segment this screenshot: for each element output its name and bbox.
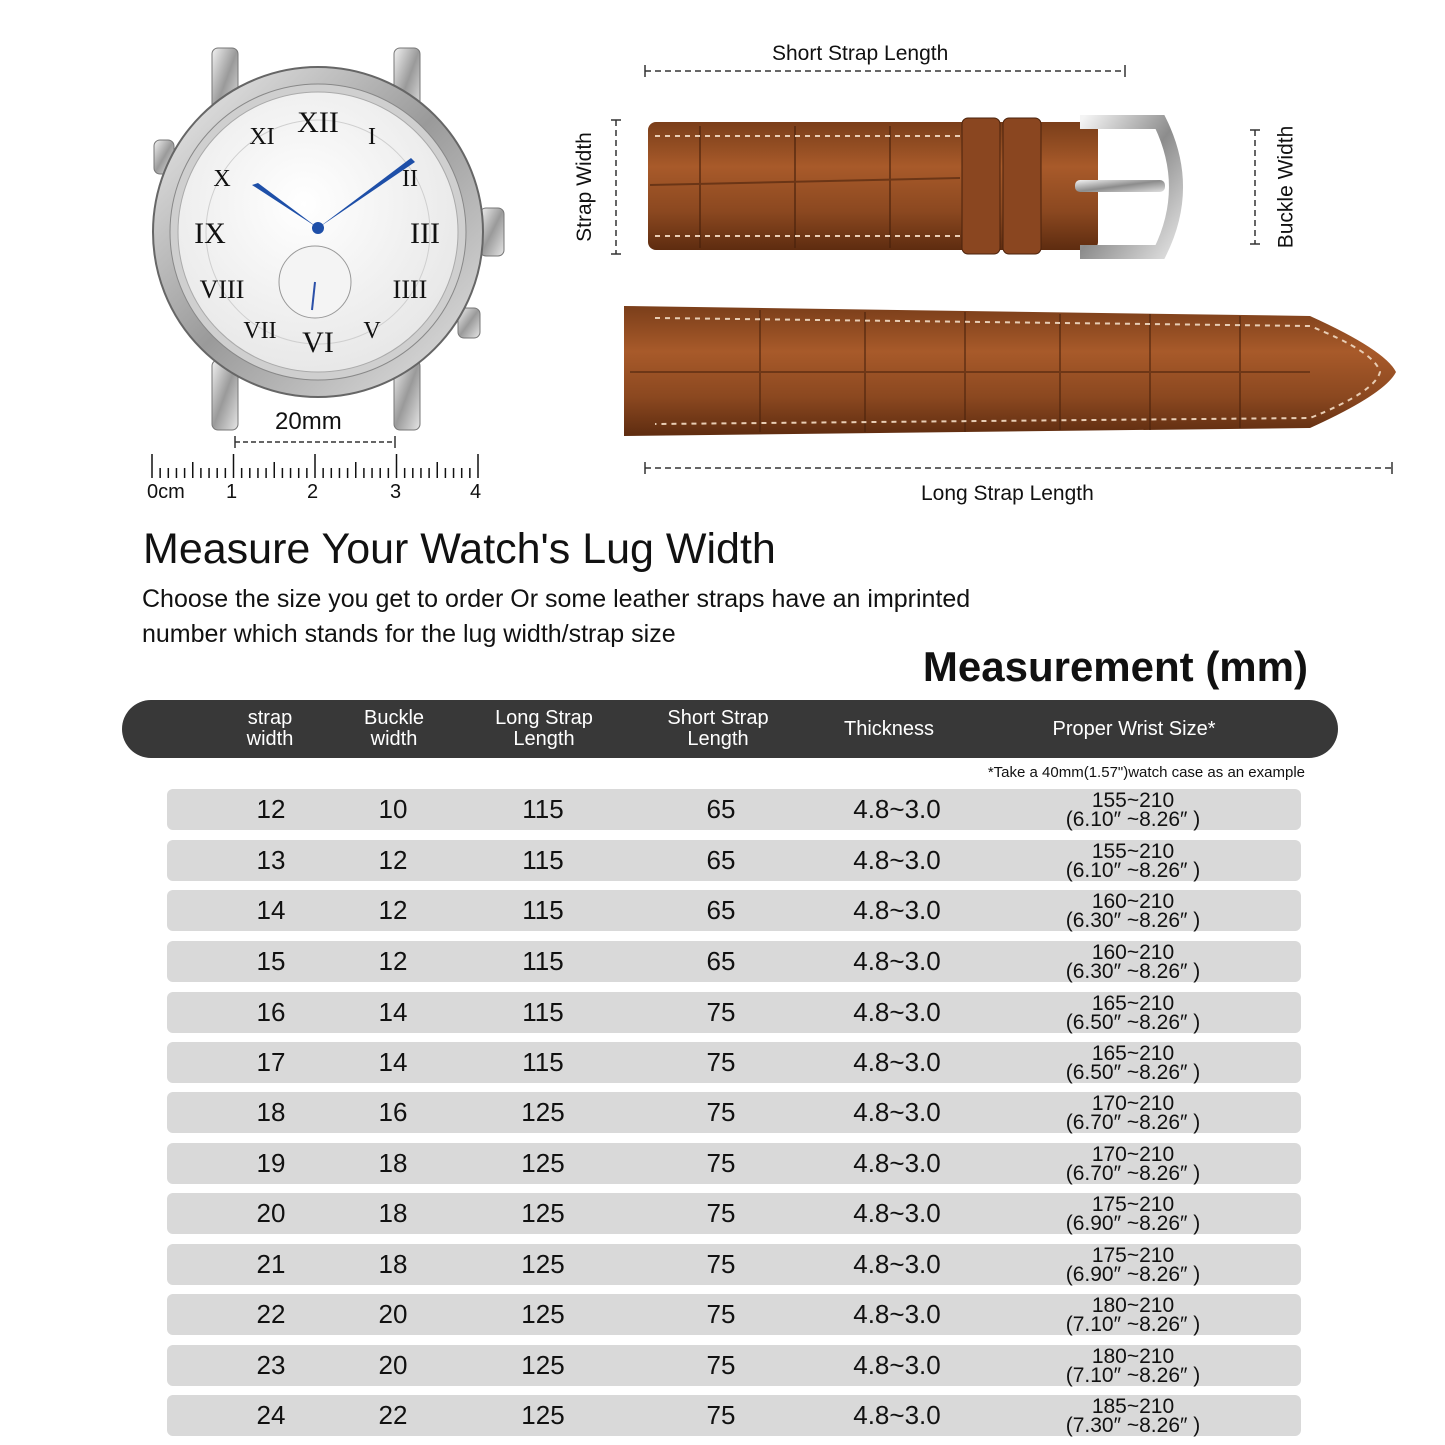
wrist-size-mm: 160~210 (1091, 890, 1175, 913)
ruler (140, 430, 500, 480)
svg-text:V: V (363, 318, 381, 344)
cell-buckle: 10 (378, 794, 408, 824)
table-row (167, 1345, 1301, 1386)
table-row (167, 789, 1301, 830)
cell-long: 125 (521, 1249, 565, 1279)
wrist-size-mm: 165~210 (1091, 992, 1175, 1015)
svg-text:IX: IX (194, 217, 226, 250)
svg-text:III: III (410, 217, 440, 250)
cell-long: 115 (522, 845, 564, 875)
cell-buckle: 18 (378, 1198, 408, 1228)
ruler-tick-label: 4 (470, 481, 482, 503)
wrist-size-mm: 185~210 (1091, 1395, 1175, 1418)
table-row (167, 941, 1301, 982)
cell-long: 115 (522, 946, 564, 976)
cell-short: 75 (706, 1350, 736, 1380)
wrist-size-mm: 165~210 (1091, 1042, 1175, 1065)
wrist-size-mm: 160~210 (1091, 941, 1175, 964)
cell-thick: 4.8~3.0 (853, 1148, 941, 1178)
cell-wrist-size (1043, 1193, 1223, 1234)
cell-long: 125 (521, 1350, 565, 1380)
cell-strap: 20 (256, 1198, 286, 1228)
cell-buckle: 12 (378, 946, 408, 976)
cell-wrist-size (1043, 1143, 1223, 1184)
cell-wrist-size (1043, 1244, 1223, 1285)
header-wrist-size: Proper Wrist Size* (1052, 717, 1216, 740)
ruler-tick-label: 3 (390, 481, 402, 503)
wrist-size-inches: (6.10″ ~8.26″ ) (1065, 808, 1201, 831)
cell-wrist-size (1043, 840, 1223, 881)
table-row (167, 992, 1301, 1033)
strap-illustration (560, 60, 1420, 480)
table-row (167, 1143, 1301, 1184)
svg-text:X: X (213, 166, 231, 192)
cell-wrist-size (1043, 1042, 1223, 1083)
wrist-size-mm: 180~210 (1091, 1294, 1175, 1317)
wrist-size-mm: 155~210 (1091, 840, 1175, 863)
intro-text: number which stands for the lug width/strap size (142, 620, 676, 648)
header-buckle-width: Buckle width (363, 707, 425, 750)
cell-wrist-size (1043, 941, 1223, 982)
cell-long: 125 (521, 1400, 565, 1430)
header-long-strap-length: Long Strap Length (495, 707, 593, 750)
cell-short: 75 (706, 1148, 736, 1178)
cell-long: 125 (521, 1299, 565, 1329)
cell-strap: 18 (256, 1097, 286, 1127)
cell-thick: 4.8~3.0 (853, 845, 941, 875)
cell-wrist-size (1043, 789, 1223, 830)
cell-short: 75 (706, 1097, 736, 1127)
long-strap-length-label: Long Strap Length (921, 482, 1094, 505)
cell-buckle: 20 (378, 1299, 408, 1329)
table-row (167, 1193, 1301, 1234)
cell-short: 75 (706, 1047, 736, 1077)
wrist-size-inches: (6.90″ ~8.26″ ) (1065, 1263, 1201, 1286)
cell-buckle: 14 (378, 997, 408, 1027)
cell-short: 75 (706, 997, 736, 1027)
short-strap-length-label: Short Strap Length (772, 42, 949, 65)
cell-short: 75 (706, 1249, 736, 1279)
cell-long: 125 (521, 1148, 565, 1178)
cell-short: 75 (706, 1299, 736, 1329)
table-row (167, 1244, 1301, 1285)
svg-text:XI: XI (249, 124, 275, 150)
cell-long: 115 (522, 1047, 564, 1077)
wrist-size-inches: (6.10″ ~8.26″ ) (1065, 859, 1201, 882)
table-row (167, 1042, 1301, 1083)
cell-buckle: 20 (378, 1350, 408, 1380)
strap-width-label: Strap Width (572, 132, 596, 242)
buckle-width-label: Buckle Width (1274, 125, 1298, 249)
table-row (167, 890, 1301, 931)
cell-thick: 4.8~3.0 (853, 1198, 941, 1228)
cell-wrist-size (1043, 1092, 1223, 1133)
measurement-title: Measurement (mm) (922, 643, 1308, 690)
cell-thick: 4.8~3.0 (853, 895, 941, 925)
wrist-size-inches: (7.30″ ~8.26″ ) (1065, 1414, 1201, 1437)
ruler-tick-label: 1 (226, 481, 238, 503)
cell-strap: 15 (256, 946, 286, 976)
wrist-size-mm: 175~210 (1091, 1193, 1175, 1216)
cell-thick: 4.8~3.0 (853, 946, 941, 976)
cell-long: 115 (522, 997, 564, 1027)
svg-text:XII: XII (297, 106, 339, 139)
wrist-size-inches: (7.10″ ~8.26″ ) (1065, 1313, 1201, 1336)
cell-buckle: 12 (378, 895, 408, 925)
ruler-tick-label: 2 (307, 481, 319, 503)
svg-text:I: I (368, 124, 376, 150)
cell-thick: 4.8~3.0 (853, 794, 941, 824)
cell-short: 75 (706, 1198, 736, 1228)
table-row (167, 1395, 1301, 1436)
cell-strap: 12 (256, 794, 286, 824)
svg-text:VIII: VIII (199, 275, 245, 304)
cell-wrist-size (1043, 1395, 1223, 1436)
wrist-size-inches: (6.70″ ~8.26″ ) (1065, 1111, 1201, 1134)
wrist-size-inches: (6.50″ ~8.26″ ) (1065, 1011, 1201, 1034)
cell-wrist-size (1043, 1345, 1223, 1386)
cell-long: 125 (521, 1198, 565, 1228)
wrist-size-inches: (6.90″ ~8.26″ ) (1065, 1212, 1201, 1235)
cell-strap: 24 (256, 1400, 286, 1430)
header-strap-width: strap width (246, 707, 294, 750)
wrist-size-inches: (7.10″ ~8.26″ ) (1065, 1364, 1201, 1387)
cell-thick: 4.8~3.0 (853, 1249, 941, 1279)
cell-thick: 4.8~3.0 (853, 997, 941, 1027)
cell-strap: 14 (256, 895, 286, 925)
wrist-size-inches: (6.50″ ~8.26″ ) (1065, 1061, 1201, 1084)
wrist-size-inches: (6.30″ ~8.26″ ) (1065, 960, 1201, 983)
cell-strap: 21 (256, 1249, 286, 1279)
cell-buckle: 22 (378, 1400, 408, 1430)
svg-text:IIII: IIII (392, 275, 428, 304)
intro-text: Choose the size you get to order Or some leather straps have an imprinted (142, 585, 971, 613)
wrist-size-mm: 175~210 (1091, 1244, 1175, 1267)
table-row (167, 1092, 1301, 1133)
cell-thick: 4.8~3.0 (853, 1350, 941, 1380)
svg-text:VII: VII (243, 318, 277, 344)
cell-thick: 4.8~3.0 (853, 1047, 941, 1077)
wrist-size-mm: 170~210 (1091, 1143, 1175, 1166)
headline: Measure Your Watch's Lug Width (143, 525, 776, 573)
cell-strap: 19 (256, 1148, 286, 1178)
cell-long: 115 (522, 794, 564, 824)
cell-strap: 22 (256, 1299, 286, 1329)
cell-short: 65 (706, 794, 736, 824)
cell-buckle: 18 (378, 1148, 408, 1178)
cell-thick: 4.8~3.0 (853, 1299, 941, 1329)
lug-width-label: 20mm (275, 408, 342, 435)
wrist-size-inches: (6.30″ ~8.26″ ) (1065, 909, 1201, 932)
cell-strap: 13 (256, 845, 286, 875)
svg-text:VI: VI (302, 326, 334, 359)
wrist-size-inches: (6.70″ ~8.26″ ) (1065, 1162, 1201, 1185)
cell-thick: 4.8~3.0 (853, 1400, 941, 1430)
table-row (167, 1294, 1301, 1335)
cell-buckle: 12 (378, 845, 408, 875)
wrist-size-mm: 155~210 (1091, 789, 1175, 812)
cell-short: 65 (706, 845, 736, 875)
ruler-tick-label: 0cm (147, 481, 185, 503)
wrist-size-mm: 180~210 (1091, 1345, 1175, 1368)
table-note: *Take a 40mm(1.57")watch case as an example (987, 764, 1305, 781)
cell-buckle: 18 (378, 1249, 408, 1279)
cell-strap: 17 (256, 1047, 286, 1077)
cell-thick: 4.8~3.0 (853, 1097, 941, 1127)
cell-long: 115 (522, 895, 564, 925)
header-short-strap-length: Short Strap Length (667, 707, 769, 750)
table-row (167, 840, 1301, 881)
cell-strap: 16 (256, 997, 286, 1027)
cell-wrist-size (1043, 890, 1223, 931)
cell-short: 75 (706, 1400, 736, 1430)
cell-long: 125 (521, 1097, 565, 1127)
cell-short: 65 (706, 895, 736, 925)
table-header (122, 700, 1338, 758)
cell-wrist-size (1043, 992, 1223, 1033)
cell-buckle: 16 (378, 1097, 408, 1127)
wrist-size-mm: 170~210 (1091, 1092, 1175, 1115)
svg-text:II: II (402, 166, 418, 192)
cell-buckle: 14 (378, 1047, 408, 1077)
cell-short: 65 (706, 946, 736, 976)
cell-strap: 23 (256, 1350, 286, 1380)
header-thickness: Thickness (843, 717, 935, 740)
cell-wrist-size (1043, 1294, 1223, 1335)
